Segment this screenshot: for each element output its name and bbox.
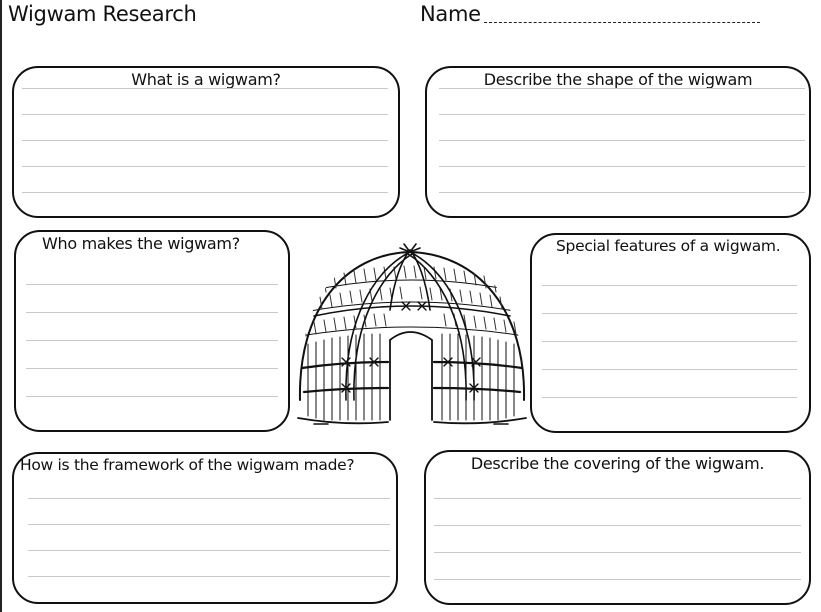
page-edge <box>0 0 2 612</box>
answer-line <box>28 550 390 551</box>
answer-line <box>22 88 388 89</box>
answer-line <box>26 396 278 397</box>
special-features-box[interactable] <box>530 233 811 433</box>
answer-line <box>439 192 805 193</box>
answer-line <box>542 397 797 398</box>
answer-line <box>26 312 278 313</box>
answer-line <box>22 114 388 115</box>
framework-prompt: How is the framework of the wigwam made? <box>20 456 355 474</box>
answer-line <box>22 166 388 167</box>
answer-line <box>542 369 797 370</box>
answer-line <box>434 525 801 526</box>
answer-line <box>542 341 797 342</box>
answer-line <box>26 340 278 341</box>
answer-line <box>22 192 388 193</box>
answer-line <box>439 114 805 115</box>
shape-box[interactable] <box>425 66 811 218</box>
answer-line <box>22 140 388 141</box>
who-makes-box[interactable] <box>14 230 290 432</box>
answer-line <box>28 524 390 525</box>
name-label: Name <box>420 2 481 26</box>
answer-line <box>26 284 278 285</box>
answer-line <box>28 498 390 499</box>
who-makes-prompt: Who makes the wigwam? <box>42 234 240 253</box>
answer-line <box>542 285 797 286</box>
answer-line <box>434 552 801 553</box>
answer-line <box>434 579 801 580</box>
answer-line <box>542 313 797 314</box>
shape-prompt: Describe the shape of the wigwam <box>483 70 753 89</box>
covering-box[interactable] <box>424 450 811 605</box>
what-is-wigwam-prompt: What is a wigwam? <box>131 70 281 89</box>
answer-line <box>26 368 278 369</box>
special-features-prompt: Special features of a wigwam. <box>556 237 781 255</box>
answer-line <box>434 498 801 499</box>
answer-line <box>439 166 805 167</box>
answer-line <box>439 88 805 89</box>
answer-line <box>28 576 390 577</box>
framework-box[interactable] <box>12 452 398 604</box>
answer-line <box>439 140 805 141</box>
wigwam-illustration-icon <box>294 240 530 430</box>
worksheet-title: Wigwam Research <box>8 2 197 26</box>
what-is-wigwam-box[interactable] <box>12 66 400 218</box>
covering-prompt: Describe the covering of the wigwam. <box>470 454 765 473</box>
name-answer-line[interactable] <box>484 22 760 23</box>
